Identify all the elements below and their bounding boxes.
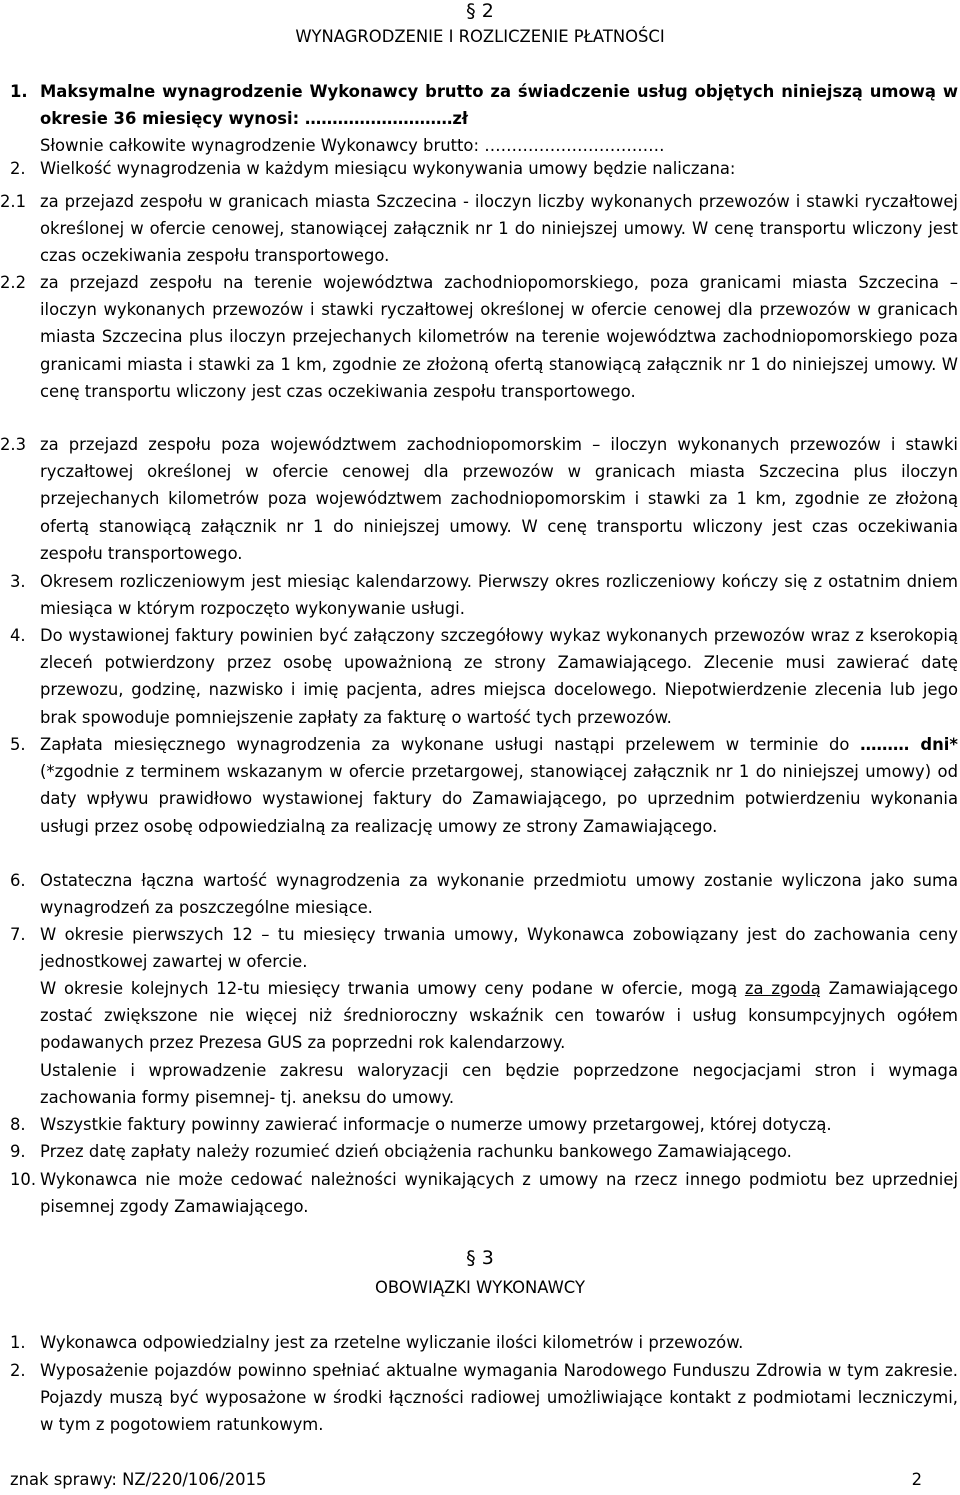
clause-number: 7. bbox=[10, 925, 26, 944]
clause-number: 5. bbox=[10, 735, 26, 754]
clause-2-9 bbox=[10, 1138, 958, 1165]
section-3-symbol: § 3 bbox=[466, 1247, 494, 1269]
clause-2-2-1 bbox=[0, 188, 958, 270]
section-3-title: OBOWIĄZKI WYKONAWCY bbox=[375, 1278, 585, 1297]
clause-text: Wykonawca odpowiedzialny jest za rzetelne wyliczanie ilości kilometrów i przewozów. bbox=[40, 1333, 744, 1352]
clause-text: za przejazd zespołu poza województwem zachodniopomorskim – iloczyn wykonanych przewozów i stawki ryczałtowej określonej w ofercie cenowej dla przewozów w granicach miasta Szczecina plus iloczyn przejechanych kilometrów poza województwem zachodniopomorskim i stawki za 1 km, zgodnie ze złożoną ofertą stanowiącą załącznik nr 1 do niniejszej umowy. W cenę transportu wliczony jest czas oczekiwania zespołu transportowego. bbox=[40, 435, 958, 563]
clause-text: za przejazd zespołu na terenie województwa zachodniopomorskiego, poza granicami miasta Szczecina – iloczyn wykonanych przewozów i stawki ryczałtowej określonej w ofercie cenowej dla przewozów w granicach miasta Szczecina plus iloczyn przejechanych kilometrów na terenie województwa zachodniopomorskiego poza granicami miasta i stawki za 1 km, zgodnie ze złożoną ofertą stanowiącą załącznik nr 1 do niniejszej umowy. W cenę transportu wliczony jest czas oczekiwania zespołu transportowego. bbox=[40, 273, 958, 401]
clause-text-part: Zapłata miesięcznego wynagrodzenia za wykonane usługi nastąpi przelewem w terminie do bbox=[40, 735, 861, 754]
clause-number: 2. bbox=[10, 1361, 26, 1380]
clause-2-2-3 bbox=[0, 431, 958, 567]
clause-text: Ostateczna łączna wartość wynagrodzenia za wykonanie przedmiotu umowy zostanie wyliczona jako suma wynagrodzeń za poszczególne miesiące. bbox=[40, 871, 958, 918]
clause-text-underlined: za zgodą bbox=[744, 979, 821, 998]
clause-number: 1. bbox=[10, 82, 28, 101]
clause-3-2 bbox=[10, 1357, 958, 1439]
section-2-title: WYNAGRODZENIE I ROZLICZENIE PŁATNOŚCI bbox=[295, 27, 665, 46]
clause-number: 2.3 bbox=[0, 435, 27, 454]
clause-number: 2.2 bbox=[0, 273, 27, 292]
clause-2-7-paragraph-2: Ustalenie i wprowadzenie zakresu waloryzacji cen będzie poprzedzone negocjacjami stron i wymaga zachowania formy pisemnej- tj. aneksu do umowy. bbox=[40, 1061, 958, 1108]
clause-number: 4. bbox=[10, 626, 26, 645]
clause-text: za przejazd zespołu w granicach miasta Szczecina - iloczyn liczby wykonanych przewozów i stawki ryczałtowej określonej w ofercie cenowej, stanowiącej załącznik nr 1 do niniejszej umowy. W cenę transportu wliczony jest czas oczekiwania zespołu transportowego. bbox=[40, 192, 958, 266]
clause-text-part: W okresie kolejnych 12-tu miesięcy trwania umowy ceny podane w ofercie, mogą bbox=[40, 979, 745, 998]
clause-number: 3. bbox=[10, 572, 26, 591]
clause-number: 8. bbox=[10, 1115, 26, 1134]
clause-text: Do wystawionej faktury powinien być załączony szczegółowy wykaz wykonanych przewozów wraz z kserokopią zleceń potwierdzony przez osobę upoważnioną ze strony Zamawiającego. Zlecenie musi zawierać datę przewozu, godzinę, nazwisko i imię pacjenta, adres miejsca docelowego. Niepotwierdzenie zlecenia lub jego brak spowoduje pomniejszenie zapłaty za fakturę o wartość tych przewozów. bbox=[40, 626, 958, 727]
clause-2-7 bbox=[10, 921, 958, 975]
clause-3-1 bbox=[10, 1329, 958, 1356]
clause-text-part: (*zgodnie z terminem wskazanym w ofercie przetargowej, stanowiącej załącznik nr 1 do niniejszej umowy) od daty wpływu prawidłowo wystawionej faktury do Zamawiającego, po uprzednim potwierdzeniu wykonania usługi przez osobę odpowiedzialną za realizację umowy ze strony Zamawiającego. bbox=[40, 762, 958, 836]
clause-number: 6. bbox=[10, 871, 26, 890]
clause-text bbox=[40, 731, 958, 840]
clause-number: 9. bbox=[10, 1142, 26, 1161]
clause-number: 2. bbox=[10, 159, 26, 178]
payment-days-placeholder: ……… dni* bbox=[860, 735, 958, 754]
case-reference: znak sprawy: NZ/220/106/2015 bbox=[10, 1470, 267, 1489]
clause-text: Okresem rozliczeniowym jest miesiąc kalendarzowy. Pierwszy okres rozliczeniowy kończy się z ostatnim dniem miesiąca w którym rozpoczęto wykonywanie usługi. bbox=[40, 572, 958, 619]
clause-text: W okresie pierwszych 12 – tu miesięcy trwania umowy, Wykonawca zobowiązany jest do zachowania ceny jednostkowej zawartej w ofercie. bbox=[40, 925, 958, 972]
section-2-symbol: § 2 bbox=[466, 0, 494, 22]
page-number: 2 bbox=[911, 1470, 922, 1489]
clause-text: Wszystkie faktury powinny zawierać informacje o numerze umowy przetargowej, której dotyczą. bbox=[40, 1115, 832, 1134]
clause-2-3 bbox=[10, 568, 958, 622]
clause-2-6 bbox=[10, 867, 958, 921]
clause-text: Przez datę zapłaty należy rozumieć dzień obciążenia rachunku bankowego Zamawiającego. bbox=[40, 1142, 792, 1161]
clause-2-10 bbox=[10, 1166, 958, 1220]
clause-2-4 bbox=[10, 622, 958, 731]
clause-2-8 bbox=[10, 1111, 958, 1138]
clause-text-part: Zamawiającego zostać zwiększone nie więcej niż średnioroczny wskaźnik cen towarów i usług konsumpcyjnych ogółem podawanych przez Prezesa GUS za poprzedni rok kalendarzowy. bbox=[40, 979, 958, 1053]
clause-number: 10. bbox=[10, 1170, 37, 1189]
clause-text: Wielkość wynagrodzenia w każdym miesiącu wykonywania umowy będzie naliczana: bbox=[40, 159, 736, 178]
clause-number: 2.1 bbox=[0, 192, 27, 211]
clause-2-5 bbox=[10, 731, 958, 840]
clause-text: Maksymalne wynagrodzenie Wykonawcy brutto za świadczenie usług objętych niniejszą umową w okresie 36 miesięcy wynosi: ………………………zł bbox=[40, 82, 958, 129]
clause-2-2 bbox=[10, 155, 958, 182]
clause-2-7-paragraph-1 bbox=[40, 975, 958, 1057]
clause-text: Wyposażenie pojazdów powinno spełniać aktualne wymagania Narodowego Funduszu Zdrowia w tym zakresie. Pojazdy muszą być wyposażone w środki łączności radiowej umożliwiające kontakt z podmiotami leczniczymi, w tym z pogotowiem ratunkowym. bbox=[40, 1361, 958, 1435]
clause-text: Wykonawca nie może cedować należności wynikających z umowy na rzecz innego podmiotu bez uprzedniej pisemnej zgody Zamawiającego. bbox=[40, 1170, 958, 1217]
clause-text-words: Słownie całkowite wynagrodzenie Wykonawcy brutto: …………………………… bbox=[40, 136, 665, 156]
clause-2-1 bbox=[10, 78, 958, 160]
clause-2-2-2 bbox=[0, 269, 958, 405]
clause-number: 1. bbox=[10, 1333, 26, 1352]
